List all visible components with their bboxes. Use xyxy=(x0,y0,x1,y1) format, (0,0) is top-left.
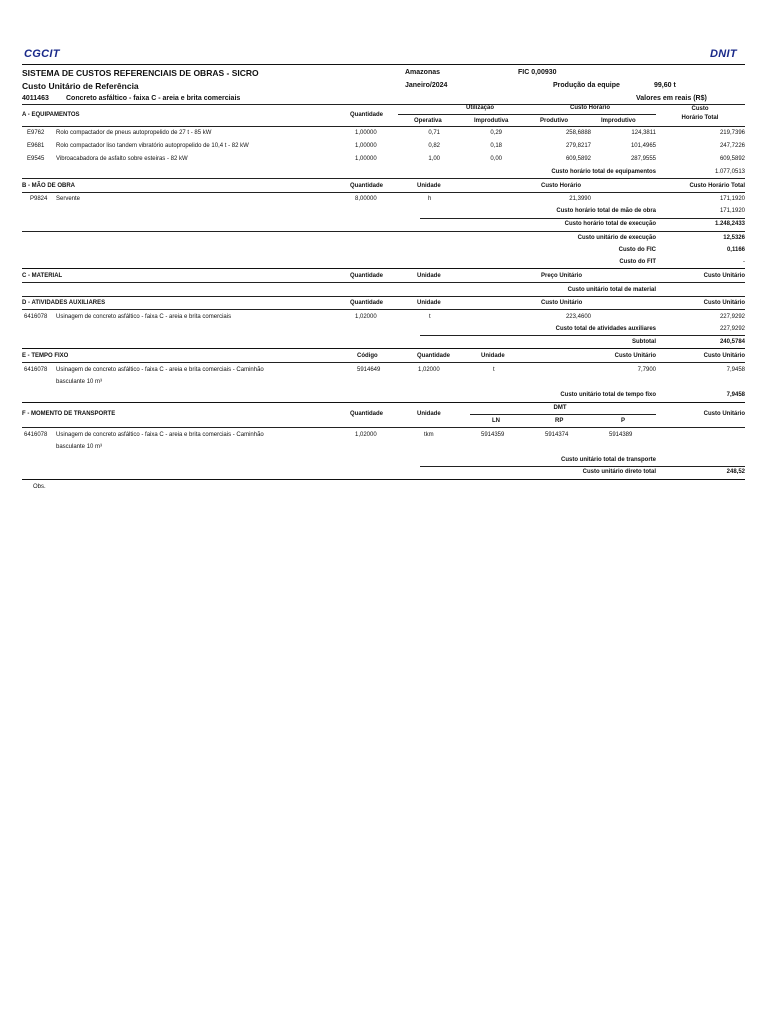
tr-col-rp: RP xyxy=(555,418,564,424)
equip-col-total-1: Custo xyxy=(691,106,709,112)
section-mao-de-obra-title: B - MÃO DE OBRA xyxy=(22,183,75,189)
cgcit-logo: CGCIT xyxy=(24,48,60,60)
tr-col-dmt: DMT xyxy=(553,405,567,411)
composition-description: Concreto asfáltico - faixa C - areia e brita comerciais xyxy=(66,95,241,102)
header-top-rule xyxy=(22,64,745,65)
section-equipamentos-title: A - EQUIPAMENTOS xyxy=(22,112,80,118)
system-title: SISTEMA DE CUSTOS REFERENCIAIS DE OBRAS - SICRO xyxy=(22,68,259,78)
equip-row-improd: 124,3811 xyxy=(631,130,656,136)
tr-col-p: P xyxy=(621,418,626,424)
unit-exec-value: 12,5326 xyxy=(723,235,745,241)
equip-col-operativa: Operativa xyxy=(414,118,442,124)
mo-col-custo-horario: Custo Horário xyxy=(541,183,582,189)
tr-row-rp: 5914374 xyxy=(545,432,569,438)
equip-row-total: 609,5892 xyxy=(719,156,745,162)
equip-row-desc: Rolo compactador liso tandem vibratório autopropelido de 10,4 t - 82 kW xyxy=(56,143,249,149)
obs-label: Obs. xyxy=(33,484,46,490)
mat-col-unidade: Unidade xyxy=(417,273,441,279)
equip-row-qty: 1,00000 xyxy=(355,156,377,162)
mo-col-total: Custo Horário Total xyxy=(689,183,745,189)
tr-row-code: 6416078 xyxy=(24,432,48,438)
equip-row-improd: 287,9555 xyxy=(630,156,656,162)
equip-row-improd: 101,4965 xyxy=(630,143,656,149)
tf-row-unit: t xyxy=(493,367,495,373)
mo-row-code: P9824 xyxy=(30,196,48,202)
reference-date: Janeiro/2024 xyxy=(405,82,448,89)
tr-row-unit: tkm xyxy=(424,432,434,438)
aux-row-total: 227,9292 xyxy=(719,314,745,320)
tr-total-label: Custo unitário total de transporte xyxy=(560,457,656,463)
mo-total-value: 171,1920 xyxy=(719,208,745,214)
currency-note: Valores em reais (R$) xyxy=(636,95,707,102)
aux-row-desc: Usinagem de concreto asfáltico - faixa C - areia e brita comerciais xyxy=(56,314,232,320)
mat-col-preco: Preço Unitário xyxy=(541,273,583,279)
tr-col-custo: Custo Unitário xyxy=(703,411,745,417)
section-transporte-title: F - MOMENTO DE TRANSPORTE xyxy=(22,411,116,417)
tr-col-ln: LN xyxy=(492,418,500,424)
equip-row-total: 219,7396 xyxy=(719,130,745,136)
equip-row-code: E9545 xyxy=(27,156,45,162)
material-total-label: Custo unitário total de material xyxy=(567,287,656,293)
composition-code: 4011463 xyxy=(22,95,49,102)
mo-row-qty: 8,00000 xyxy=(355,196,377,202)
aux-total-value: 227,9292 xyxy=(719,326,745,332)
tf-col-custo: Custo Unitário xyxy=(614,353,656,359)
aux-row-code: 6416078 xyxy=(24,314,48,320)
aux-total-label: Custo total de atividades auxiliares xyxy=(555,326,656,332)
tf-row-code: 6416078 xyxy=(24,367,48,373)
exec-total-value: 1.248,2433 xyxy=(714,221,745,227)
fit-cost-label: Custo do FIT xyxy=(619,259,656,265)
equip-col-produtivo: Produtivo xyxy=(540,118,568,124)
equip-col-quantidade: Quantidade xyxy=(350,112,384,118)
equip-row-op: 0,82 xyxy=(428,143,440,149)
aux-col-custo2: Custo Unitário xyxy=(703,300,745,306)
equip-row-desc: Rolo compactador de pneus autopropelido de 27 t - 85 kW xyxy=(56,130,212,136)
tr-col-quantidade: Quantidade xyxy=(350,411,384,417)
equip-row-prod: 279,8217 xyxy=(565,143,591,149)
tr-row-qty: 1,02000 xyxy=(355,432,377,438)
tf-total-value: 7,9458 xyxy=(726,392,745,398)
aux-col-quantidade: Quantidade xyxy=(350,300,384,306)
equip-col-improdutivo: Improdutivo xyxy=(601,118,636,124)
fit-cost-value: - xyxy=(743,259,745,265)
tf-row-qty: 1,02000 xyxy=(418,367,440,373)
state-label: Amazonas xyxy=(405,69,441,76)
tr-row-ln: 5914359 xyxy=(481,432,505,438)
mo-total-label: Custo horário total de mão de obra xyxy=(556,208,656,214)
equip-col-total-2: Horário Total xyxy=(681,115,719,121)
equip-row-code: E9762 xyxy=(27,130,45,136)
aux-col-unidade: Unidade xyxy=(417,300,441,306)
tr-row-p: 5914389 xyxy=(609,432,633,438)
mo-col-quantidade: Quantidade xyxy=(350,183,384,189)
exec-total-label: Custo horário total de execução xyxy=(564,221,656,227)
aux-row-cost: 223,4600 xyxy=(565,314,591,320)
tf-total-label: Custo unitário total de tempo fixo xyxy=(560,392,656,398)
equip-col-utilizacao: Utilização xyxy=(465,105,494,111)
equip-total-label: Custo horário total de equipamentos xyxy=(551,169,656,175)
tf-row-codigo: 5914649 xyxy=(357,367,381,373)
mat-col-custo: Custo Unitário xyxy=(703,273,745,279)
mo-col-unidade: Unidade xyxy=(417,183,441,189)
equip-total-value: 1.077,0513 xyxy=(714,169,745,175)
equip-row-imp: 0,29 xyxy=(490,130,502,136)
direct-total-value: 248,52 xyxy=(726,469,745,475)
mo-row-hourly: 21,3990 xyxy=(569,196,591,202)
tr-row-desc2: basculante 10 m³ xyxy=(56,444,103,450)
dnit-logo: DNIT xyxy=(710,48,737,60)
equip-col-custo-horario: Custo Horário xyxy=(569,105,610,111)
section-atividades-title: D - ATIVIDADES AUXILIARES xyxy=(22,300,106,306)
equip-row-code: E9681 xyxy=(27,143,45,149)
tr-col-unidade: Unidade xyxy=(417,411,441,417)
equip-row-total: 247,7226 xyxy=(719,143,745,149)
aux-col-custo: Custo Unitário xyxy=(541,300,583,306)
fic-value-label: FIC 0,00930 xyxy=(518,69,557,76)
equip-row-qty: 1,00000 xyxy=(355,143,377,149)
tf-col-custo2: Custo Unitário xyxy=(703,353,745,359)
section-material-title: C - MATERIAL xyxy=(22,273,63,279)
equip-row-desc: Vibroacabadora de asfalto sobre esteiras - 82 kW xyxy=(56,156,188,162)
mo-row-unit: h xyxy=(428,196,432,202)
tf-row-desc2: basculante 10 m³ xyxy=(56,379,103,385)
direct-total-label: Custo unitário direto total xyxy=(582,469,656,475)
unit-exec-label: Custo unitário de execução xyxy=(577,235,656,241)
tf-row-cost: 7,7900 xyxy=(637,367,656,373)
subtotal-label: Subtotal xyxy=(632,339,656,345)
equip-row-prod: 258,6888 xyxy=(565,130,591,136)
production-label: Produção da equipe xyxy=(553,82,620,89)
tf-col-unidade: Unidade xyxy=(481,353,505,359)
tf-col-codigo: Código xyxy=(357,353,378,359)
tr-row-desc: Usinagem de concreto asfáltico - faixa C - areia e brita comerciais - Caminhão xyxy=(56,432,264,438)
aux-row-unit: t xyxy=(429,314,431,320)
mo-row-total: 171,1920 xyxy=(719,196,745,202)
fic-cost-label: Custo do FIC xyxy=(618,247,656,253)
equip-row-op: 0,71 xyxy=(428,130,440,136)
equip-row-op: 1,00 xyxy=(428,156,440,162)
report-subtitle: Custo Unitário de Referência xyxy=(22,81,139,91)
tf-col-quantidade: Quantidade xyxy=(417,353,451,359)
section-tempo-fixo-title: E - TEMPO FIXO xyxy=(22,353,69,359)
tf-row-total: 7,9458 xyxy=(726,367,745,373)
equip-col-improdutiva: Improdutiva xyxy=(474,118,509,124)
production-value: 99,60 t xyxy=(654,82,676,89)
mat-col-quantidade: Quantidade xyxy=(350,273,384,279)
equip-row-imp: 0,18 xyxy=(490,143,502,149)
mo-row-desc: Servente xyxy=(56,196,81,202)
fic-cost-value: 0,1166 xyxy=(726,247,745,253)
tf-row-desc: Usinagem de concreto asfáltico - faixa C - areia e brita comerciais - Caminhão xyxy=(56,367,264,373)
subtotal-value: 240,5784 xyxy=(719,339,745,345)
equip-row-qty: 1,00000 xyxy=(355,130,377,136)
equip-row-prod: 609,5892 xyxy=(565,156,591,162)
equip-row-imp: 0,00 xyxy=(490,156,502,162)
aux-row-qty: 1,02000 xyxy=(355,314,377,320)
